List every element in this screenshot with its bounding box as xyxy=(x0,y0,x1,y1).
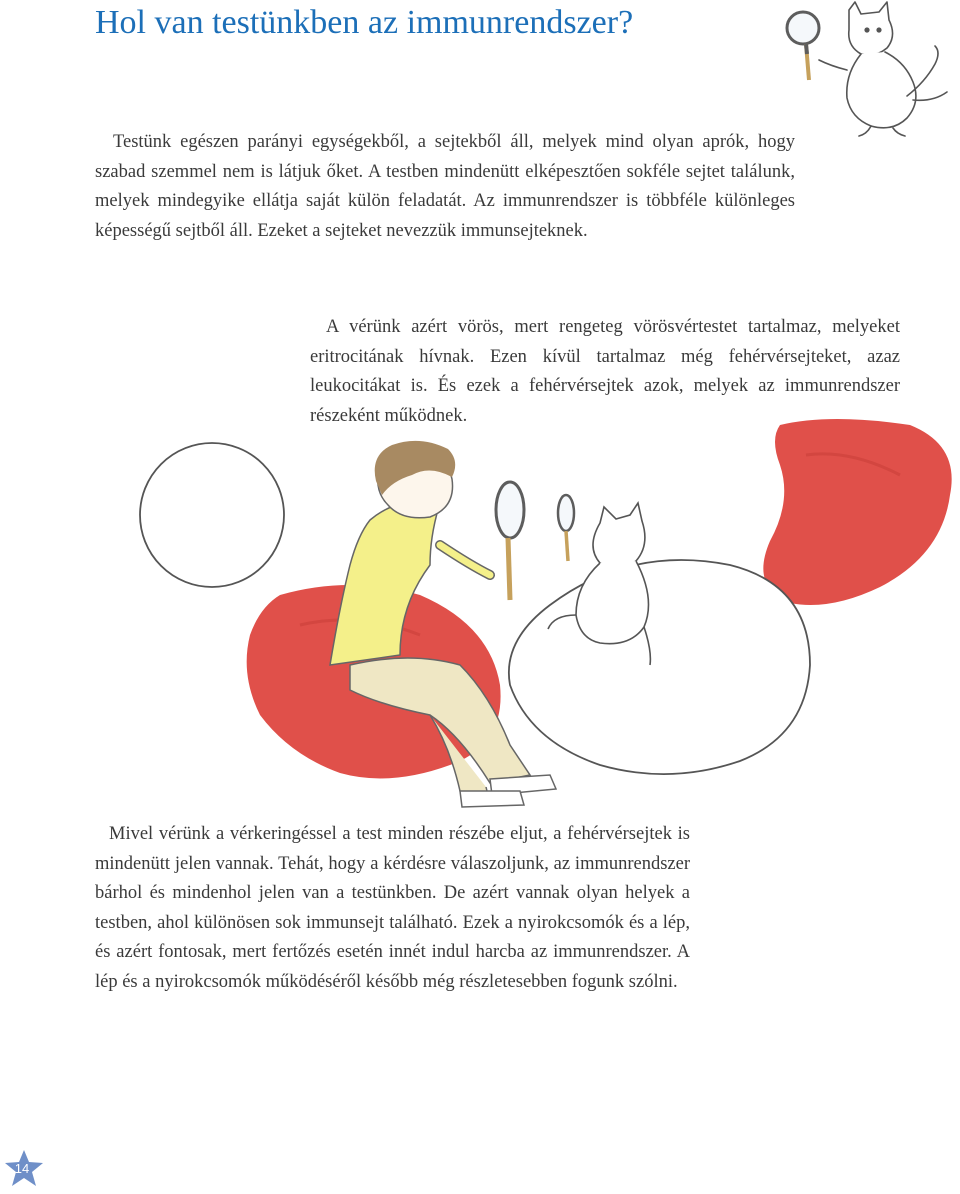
page-number: 14 xyxy=(14,1161,30,1176)
red-blood-cell-right xyxy=(763,419,951,605)
paragraph-lymph: Mivel vérünk a vérkeringéssel a test minden részébe eljut, a fehérvérsejtek is mindenütt jelen vannak. Tehát, hogy a kérdésre válaszoljunk, az immunrendszer bárhol és mindenhol jelen van a testünkben. De azért vannak olyan helyek a testben, ahol különösen sok immunsejt található. Ezek a nyirokcsomók és a lép, és azért fontosak, mert fertőzés esetén innét indul harcba az immunrendszer. A lép és a nyirokcsomók működéséről később még részletesebben fogunk szólni. xyxy=(95,824,690,992)
white-blood-cell-left xyxy=(140,443,284,587)
cat-magnifier xyxy=(558,495,574,561)
blood-cells-illustration xyxy=(130,415,960,815)
page-title: Hol van testünkben az immunrendszer? xyxy=(95,4,634,41)
paragraph-blood: A vérünk azért vörös, mert rengeteg vörösvértestet tartalmaz, melyeket eritrocitának hívnak. Ezen kívül tartalmaz még fehérvérsejteket, azaz leukocitákat is. És ezek a fehérvérsejtek azok, melyek az immunrendszer részeként működnek. xyxy=(310,317,900,426)
cat-magnifier-illustration xyxy=(775,0,960,140)
white-blood-cell-under-cat xyxy=(509,560,810,774)
boy-magnifier xyxy=(496,482,524,600)
paragraph-cells: Testünk egészen parányi egységekből, a sejtekből áll, melyek mind olyan aprók, hogy szabad szemmel nem is látjuk őket. A testben mindenütt elképesztően sokféle sejtet találunk, melyek mindegyike ellátja saját külön feladatát. Az immunrendszer is többféle különleges képességű sejtből áll. Ezeket a sejteket nevezzük immunsejteknek. xyxy=(95,132,795,241)
